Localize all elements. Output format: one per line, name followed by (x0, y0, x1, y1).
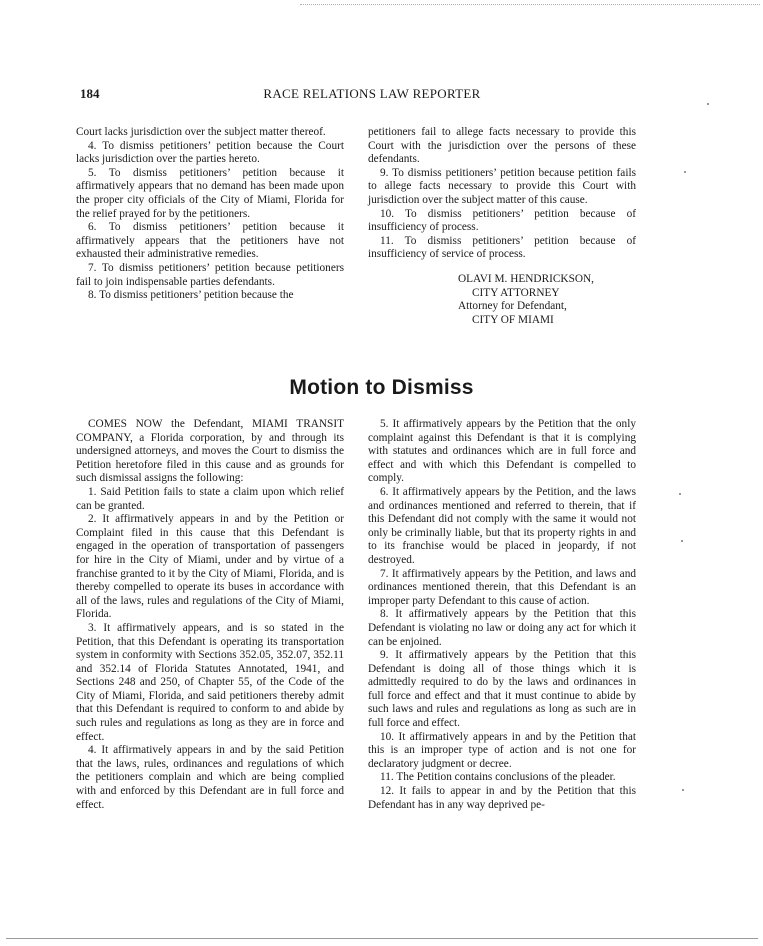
signature-name: OLAVI M. HENDRICKSON, (458, 272, 594, 285)
paragraph: 6. To dismiss petitioners’ petition because it affirmatively appears that the petitioners have not exhausted their administrative remedies. (76, 221, 344, 261)
paragraph: 3. It affirmatively appears, and is so stated in the Petition, that this Defendant is operating its transportation system in conformity with Sections 352.05, 352.07, 352.11 and 352.14 of Florida Statutes Annotated, 1941, and Sections 248 and 250, of Chapter 55, of the Code of the City of Miami, Florida, and said petitioners thereby admit that this Defendant is required to conform to and abide by such rules and regulations as long as they are in force and effect. (76, 621, 344, 743)
paragraph: COMES NOW the Defendant, MIAMI TRANSIT COMPANY, a Florida corporation, by and through its undersigned attorneys, and moves the Court to dismiss the Petition heretofore filed in this cause and as grounds for such dismissal assigns the following: (76, 418, 344, 485)
paragraph: 7. To dismiss petitioners’ petition because petitioners fail to join indispensable parties defendants. (76, 261, 344, 288)
paragraph: 7. It affirmatively appears by the Petition, and laws and ordinances mentioned therein, that this Defendant is an improper party Defendant to this cause of action. (368, 567, 636, 607)
paragraph: petitioners fail to allege facts necessary to provide this Court with the jurisdiction over the persons of these defendants. (368, 126, 636, 166)
scan-speck (681, 540, 683, 542)
signature-role: Attorney for Defendant, (458, 300, 567, 313)
paragraph: 6. It affirmatively appears by the Petition, and the laws and ordinances mentioned and referred to therein, that if this Defendant did not comply with the same it would not only be criminally liable, but that its property rights in and to its franchise would be placed in jeopardy, if not destroyed. (368, 485, 636, 566)
paragraph: 10. It affirmatively appears in and by the Petition that this is an improper type of action and is not one for declaratory judgment or decree. (368, 730, 636, 770)
paragraph: 4. It affirmatively appears in and by the said Petition that the laws, rules, ordinances and regulations of which the petitioners complain and which are being complied with and enforced by this Defendant are in full force and effect. (76, 744, 344, 811)
top-right-paragraphs (368, 126, 636, 262)
top-left-column (76, 126, 344, 303)
scan-speck (684, 171, 686, 173)
paragraph: 5. It affirmatively appears by the Petition that the only complaint against this Defendant is that it is complying with statutes and ordinances which are in full force and effect and with which this Defendant is compelled to comply. (368, 418, 636, 485)
paragraph: 4. To dismiss petitioners’ petition because the Court lacks jurisdiction over the parties hereto. (76, 139, 344, 166)
paragraph: 9. It affirmatively appears by the Petition that this Defendant is doing all of those things which it is admittedly required to do by the laws and ordinances in full force and effect and that it must continue to abide by such laws and rules and regulations as long as such are in full force and effect. (368, 649, 636, 730)
paragraph: 10. To dismiss petitioners’ petition because of insufficiency of process. (368, 207, 636, 234)
signature-client: CITY OF MIAMI (472, 313, 554, 326)
scan-bottom-edge (6, 938, 758, 939)
scan-dotted-edge (300, 4, 760, 5)
paragraph: 1. Said Petition fails to state a claim upon which relief can be granted. (76, 485, 344, 512)
running-head: RACE RELATIONS LAW REPORTER (263, 86, 481, 101)
scan-speck (682, 789, 684, 791)
scan-speck (707, 103, 709, 105)
paragraph: 12. It fails to appear in and by the Petition that this Defendant has in any way deprived pe- (368, 785, 636, 811)
paragraph: 8. It affirmatively appears by the Petition that this Defendant is violating no law or doing any act for which it can be enjoined. (368, 608, 636, 648)
page-number: 184 (80, 86, 100, 101)
bottom-right-column (368, 418, 636, 812)
paragraph: 9. To dismiss petitioners’ petition because petition fails to allege facts necessary to provide this Court with jurisdiction over the subject matter of this cause. (368, 166, 636, 206)
paragraph: 5. To dismiss petitioners’ petition because it affirmatively appears that no demand has been made upon the proper city officials of the City of Miami, Florida for the relief prayed for by the petitioners. (76, 166, 344, 220)
bottom-left-column (76, 418, 344, 812)
paragraph: 11. To dismiss petitioners’ petition because of insufficiency of service of process. (368, 234, 636, 261)
scan-speck (679, 493, 681, 495)
top-right-column (368, 126, 636, 327)
paragraph: Court lacks jurisdiction over the subject matter thereof. (76, 126, 326, 138)
paragraph: 8. To dismiss petitioners’ petition because the (88, 289, 294, 302)
section-title: Motion to Dismiss (289, 376, 474, 399)
signature-title: CITY ATTORNEY (472, 286, 560, 299)
signature-block (368, 273, 636, 327)
paragraph: 2. It affirmatively appears in and by the Petition or Complaint filed in this cause that this Defendant is engaged in the operation of transportation of passengers for hire in the City of Miami, under and by virtue of a franchise granted to it by the City of Miami, Florida, and is thereby compelled to operate its buses in accordance with all of the laws, rules and regulations of the City of Miami, Florida. (76, 513, 344, 621)
paragraph: 11. The Petition contains conclusions of the pleader. (380, 771, 616, 784)
page-header (80, 86, 640, 104)
